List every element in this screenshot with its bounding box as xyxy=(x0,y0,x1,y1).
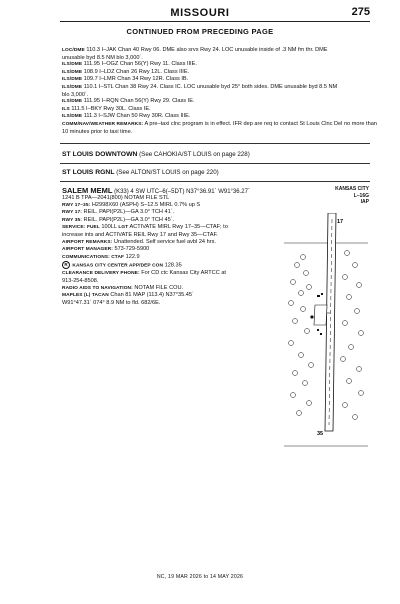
field-text: Unattended. Self service fuel avbl 24 hrs. xyxy=(112,238,216,245)
runway-17-label: 17 xyxy=(337,219,344,225)
field-label: ILS/DME xyxy=(62,99,83,105)
field-label: RWY 17–35: xyxy=(62,202,91,208)
field-label: LGT xyxy=(118,225,129,231)
field-label: COMM/NAV/WEATHER REMARKS: xyxy=(62,121,144,127)
field-text: 111.5 I–BKY Rwy 30L. Class IE. xyxy=(69,105,151,112)
field-text: 111.95 I–RQN Chan 56(Y) Rwy 29. Class IE. xyxy=(82,98,195,105)
text-line xyxy=(62,47,377,55)
text-line xyxy=(62,55,377,62)
field-text: REIL. PAPI(P2L)—GA 3.0° TCH 45´. xyxy=(81,216,175,223)
airport-detail-block xyxy=(62,195,228,306)
runway-35-label: 35 xyxy=(317,431,324,437)
text-line xyxy=(62,121,377,129)
xref-st-louis-rgnl xyxy=(62,169,219,176)
text-line xyxy=(62,84,377,92)
field-text: blo 3,000´. xyxy=(62,91,89,98)
field-label: RWY 35: xyxy=(62,217,82,223)
airport-title-info: (K33) 4 SW UTC–6(–5DT) N37°36.91´ W91°36.27´ xyxy=(112,189,250,195)
airport-title xyxy=(62,186,250,195)
xref-st-louis-downtown xyxy=(62,151,250,158)
field-label: CLEARANCE DELIVERY PHONE: xyxy=(62,271,140,277)
radar-symbol: R xyxy=(62,261,70,269)
text-line xyxy=(62,106,377,114)
text-line xyxy=(62,300,228,307)
continued-nav-block xyxy=(62,47,377,135)
text-line xyxy=(62,278,228,285)
runway-17-35 xyxy=(325,213,336,431)
field-text: 573-729-5900 xyxy=(112,246,150,253)
field-label: ILS/DME xyxy=(62,77,83,83)
field-label: COMMUNICATIONS: CTAF xyxy=(62,254,125,260)
field-text: unusable byd 8.5 NM blo 3,000´. xyxy=(62,54,143,61)
xref-name: ST LOUIS DOWNTOWN xyxy=(62,151,138,158)
region-iap: IAP xyxy=(360,199,369,206)
field-label: FUEL xyxy=(86,225,100,231)
field-text: W91°47.31´ 074° 8.9 NM to fld. 682/6E. xyxy=(62,299,161,306)
field-text: REIL. PAPI(P2L)—GA 3.0° TCH 41´. xyxy=(81,209,175,216)
text-line xyxy=(62,246,228,254)
effective-dates: NC, 19 MAR 2026 to 14 MAY 2026 xyxy=(156,574,244,580)
region-center: KANSAS CITY xyxy=(335,186,369,192)
field-label: AIRPORT REMARKS: xyxy=(62,239,113,245)
text-line xyxy=(62,209,228,217)
text-line xyxy=(62,69,377,77)
text-line xyxy=(62,239,228,247)
field-label: ILS/DME xyxy=(62,62,83,68)
field-label: KANSAS CITY CENTER APP/DEP CON xyxy=(71,263,164,269)
text-line xyxy=(62,285,228,293)
field-text: 122.9 xyxy=(124,253,140,260)
field-text: 109.7 I–LMR Chan 34 Rwy 12R. Class IB. xyxy=(82,76,189,83)
text-line xyxy=(62,129,377,136)
field-text: 100LL xyxy=(99,224,119,231)
field-text: ACTIVATE MIRL Rwy 17–35—CTAF; to xyxy=(128,224,228,231)
section-rule xyxy=(60,163,370,164)
text-line xyxy=(62,254,228,262)
field-text: NOTAM FILE COU. xyxy=(132,284,184,291)
field-label: ILS/DME xyxy=(62,84,83,90)
field-text: 128.35 xyxy=(163,262,182,269)
field-text: increase ints and ACTIVATE REIL Rwy 17 and Rwy 35—CTAF. xyxy=(62,231,218,238)
field-text: 10 minutes prior to taxi time. xyxy=(62,128,133,135)
field-text: 108.9 I–LDZ Chan 26 Rwy 12L. Class IIIE. xyxy=(82,68,190,75)
field-text: 111.3 I–SJW Chan 50 Rwy 30R. Class IIIE. xyxy=(82,113,191,120)
field-label: AIRPORT MANAGER: xyxy=(62,247,113,253)
field-label: LOC/DME xyxy=(62,48,85,53)
field-label: RADIO AIDS TO NAVIGATION: xyxy=(62,285,133,291)
field-text: H2998X60 (ASPH) S–12.5 MIRL 0.7% up S xyxy=(90,201,201,208)
field-text: Chan 81 MAP (113.4) N37°35.45´ xyxy=(108,292,194,299)
section-rule xyxy=(60,143,370,144)
text-line xyxy=(62,76,377,84)
field-text: 1241 B TPA—2041(800) NOTAM FILE STL xyxy=(62,195,170,201)
header-rule xyxy=(60,21,370,22)
runway-outline xyxy=(325,213,336,431)
field-label: ILS/DME xyxy=(62,69,83,75)
section-rule xyxy=(60,181,370,182)
text-line xyxy=(62,224,228,232)
text-line xyxy=(62,292,228,300)
region-block xyxy=(335,186,369,206)
airport-name: SALEM MEML xyxy=(62,186,113,195)
text-line xyxy=(62,232,228,239)
text-line xyxy=(62,98,377,106)
region-chart: L–16G xyxy=(353,192,369,199)
airport-diagram xyxy=(281,213,371,468)
field-label: ILS/DME xyxy=(62,114,83,120)
rotating-beacon xyxy=(310,315,313,318)
field-text: For CD ctc Kansas City ARTCC at xyxy=(139,270,226,277)
xref-note: (See ALTON/ST LOUIS on page 220) xyxy=(116,169,219,176)
xref-note: (See CAHOKIA/ST LOUIS on page 228) xyxy=(139,151,250,158)
field-text: 913-254-8508. xyxy=(62,278,99,285)
field-text: 111.95 I–OGZ Chan 56(Y) Rwy 11. Class IIIE. xyxy=(82,61,197,68)
text-line xyxy=(62,261,228,270)
text-line xyxy=(62,92,377,99)
field-label: RWY 17: xyxy=(62,210,82,216)
page-number: 275 xyxy=(351,6,370,18)
field-text: 110.1 I–STL Chan 38 Rwy 24. Class IC. LOC unusable byd 25° both sides. DME unusable byd 8.5 NM xyxy=(82,83,338,90)
text-line xyxy=(62,113,377,121)
text-line xyxy=(62,270,228,278)
text-line xyxy=(62,202,228,210)
text-line xyxy=(62,217,228,225)
field-text: 110.3 I–JAK Chan 40 Rwy 06. DME also srvs Rwy 24. LOC unusable inside of .3 NM fm thr. DME xyxy=(84,47,328,53)
field-text: A pre–taxi clnc program is in effect. IFR dep are req to contact St Louis Clnc Del no more than xyxy=(143,120,377,127)
field-label: MAPLES (L) TACAN xyxy=(62,293,109,299)
field-label: SERVICE: xyxy=(62,225,86,231)
xref-name: ST LOUIS RGNL xyxy=(62,169,115,176)
state-heading: MISSOURI xyxy=(170,7,230,19)
continued-heading: CONTINUED FROM PRECEDING PAGE xyxy=(126,27,274,36)
text-line xyxy=(62,61,377,69)
text-line xyxy=(62,195,228,202)
field-label: ILS xyxy=(62,106,70,112)
